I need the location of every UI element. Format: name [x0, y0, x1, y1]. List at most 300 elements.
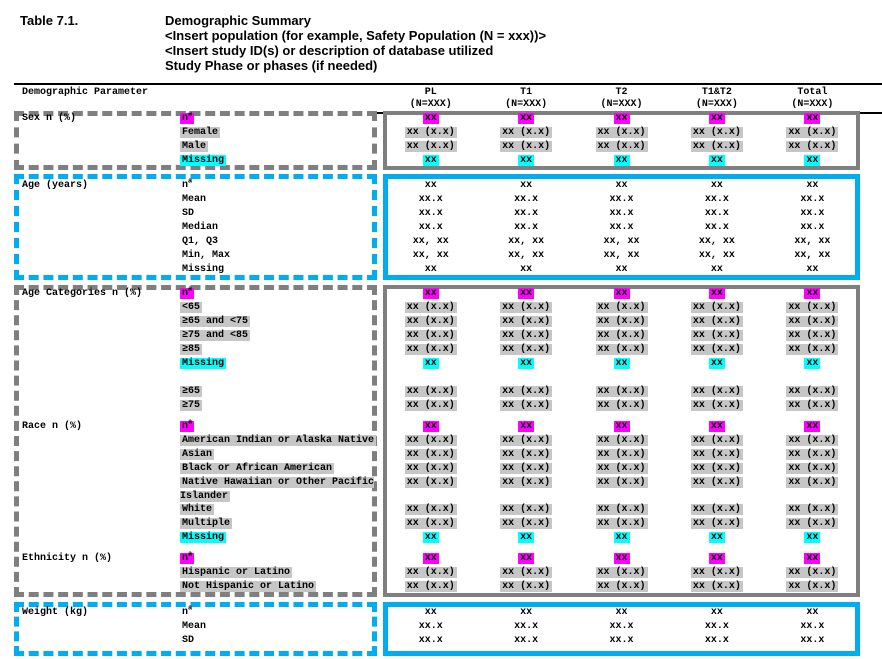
value-cell	[574, 448, 669, 462]
data-values	[383, 179, 860, 193]
cell-value: xx (x.x)	[788, 141, 837, 152]
cell-value: xx	[806, 288, 819, 299]
value-cell	[574, 462, 669, 476]
cell-value: xx (x.x)	[692, 344, 741, 355]
value-cell	[478, 263, 573, 277]
value-cell	[669, 126, 764, 140]
cell-value: xx	[424, 607, 437, 618]
table-number: Table 7.1.	[20, 13, 79, 28]
value-cell	[383, 517, 478, 531]
row-label: Mean	[182, 621, 207, 632]
cell-value: xx (x.x)	[597, 567, 646, 578]
cell-value: xx (x.x)	[692, 435, 741, 446]
cell-value: xx	[520, 264, 533, 275]
cell-value: xx	[520, 358, 533, 369]
cell-value: xx.x	[704, 621, 729, 632]
cell-value: xx.x	[418, 635, 443, 646]
footnote-marker: a	[188, 110, 193, 119]
row-label: <65	[182, 302, 201, 313]
value-cell	[669, 140, 764, 154]
table-row	[14, 385, 860, 399]
value-cell	[669, 385, 764, 399]
cell-value: xx (x.x)	[502, 463, 551, 474]
data-values	[383, 552, 860, 566]
value-cell	[765, 476, 860, 490]
value-cell	[478, 566, 573, 580]
section-label: Age Categories n (%)	[22, 288, 143, 299]
value-cell	[383, 531, 478, 545]
section-label: Sex n (%)	[22, 113, 77, 124]
cell-value: xx.x	[704, 222, 729, 233]
cell-value: xx (x.x)	[788, 449, 837, 460]
cell-value: xx (x.x)	[406, 477, 455, 488]
value-cell	[574, 476, 669, 490]
row-label: $n^a$	[182, 177, 193, 191]
section-label: Ethnicity n (%)	[22, 553, 113, 564]
cell-value: xx	[710, 532, 723, 543]
cell-value: xx (x.x)	[692, 567, 741, 578]
table-title-block	[20, 13, 546, 73]
cell-value: xx (x.x)	[788, 567, 837, 578]
value-cell	[478, 140, 573, 154]
cell-value: xx (x.x)	[597, 581, 646, 592]
cell-value: xx, xx	[412, 250, 449, 261]
table-row	[14, 566, 860, 580]
row-label-cell	[180, 476, 377, 503]
table-row	[14, 179, 860, 193]
row-label-cell	[180, 235, 377, 249]
cell-value: xx (x.x)	[597, 141, 646, 152]
value-cell	[478, 420, 573, 434]
cell-value: xx (x.x)	[597, 302, 646, 313]
value-cell	[765, 207, 860, 221]
value-cell	[669, 315, 764, 329]
cell-value: xx (x.x)	[788, 386, 837, 397]
value-cell	[383, 634, 478, 648]
table-row	[14, 112, 860, 126]
cell-value: xx (x.x)	[502, 386, 551, 397]
cell-value: xx (x.x)	[597, 127, 646, 138]
table-row	[14, 552, 860, 566]
cell-value: xx (x.x)	[406, 504, 455, 515]
value-cell	[478, 434, 573, 448]
value-cell	[765, 140, 860, 154]
value-cell	[574, 329, 669, 343]
cell-value: xx.x	[418, 194, 443, 205]
value-cell	[574, 399, 669, 413]
value-cell	[383, 606, 478, 620]
value-cell	[669, 263, 764, 277]
cell-value: xx (x.x)	[788, 330, 837, 341]
value-cell	[383, 140, 478, 154]
cell-value: xx (x.x)	[406, 400, 455, 411]
value-cell	[478, 476, 573, 490]
row-label-cell	[180, 263, 377, 277]
table-section-ethnicity-n	[14, 552, 860, 594]
cell-value: xx (x.x)	[597, 330, 646, 341]
value-cell	[765, 193, 860, 207]
section-label: Race n (%)	[22, 421, 83, 432]
data-values	[383, 263, 860, 277]
value-cell	[669, 620, 764, 634]
cell-value: xx	[520, 155, 533, 166]
cell-value: xx.x	[800, 194, 825, 205]
cell-value: xx, xx	[508, 236, 545, 247]
value-cell	[765, 301, 860, 315]
cell-value: xx (x.x)	[692, 463, 741, 474]
cell-value: xx (x.x)	[406, 581, 455, 592]
row-label: Female	[182, 127, 219, 138]
value-cell	[765, 221, 860, 235]
row-label: White	[182, 504, 213, 515]
cell-value: xx.x	[514, 208, 539, 219]
section-rows	[14, 111, 860, 168]
value-cell	[383, 580, 478, 594]
value-cell	[478, 301, 573, 315]
row-label: Asian	[182, 449, 213, 460]
value-cell	[383, 434, 478, 448]
table-title-line: <Insert population (for example, Safety Population (N = xxx))>	[165, 28, 547, 43]
cell-value: xx (x.x)	[502, 581, 551, 592]
cell-value: xx	[520, 288, 533, 299]
cell-value: xx (x.x)	[502, 504, 551, 515]
cell-value: xx.x	[704, 635, 729, 646]
cell-value: xx	[806, 421, 819, 432]
column-label: T1	[520, 87, 533, 98]
data-values	[383, 531, 860, 545]
value-cell	[574, 566, 669, 580]
cell-value: xx, xx	[794, 236, 831, 247]
cell-value: xx	[424, 113, 437, 124]
cell-value: xx (x.x)	[597, 316, 646, 327]
cell-value: xx (x.x)	[692, 127, 741, 138]
section-group-4	[14, 602, 860, 656]
data-values	[383, 154, 860, 168]
value-cell	[478, 620, 573, 634]
cell-value: xx (x.x)	[788, 463, 837, 474]
value-cell	[383, 221, 478, 235]
value-cell	[669, 193, 764, 207]
row-label-cell	[180, 357, 377, 371]
table-row	[14, 343, 860, 357]
row-label-cell	[180, 343, 377, 357]
value-cell	[574, 221, 669, 235]
cell-value: xx, xx	[698, 250, 735, 261]
section-group-2	[14, 174, 860, 280]
cell-value: xx	[806, 180, 819, 191]
value-cell	[669, 531, 764, 545]
data-values	[383, 620, 860, 634]
row-label-cell	[180, 606, 377, 620]
row-label-cell	[180, 503, 377, 517]
value-cell	[669, 580, 764, 594]
cell-value: xx (x.x)	[692, 316, 741, 327]
table-row	[14, 249, 860, 263]
value-cell	[765, 517, 860, 531]
table-row	[14, 620, 860, 634]
table-row	[14, 462, 860, 476]
row-label-cell	[180, 207, 377, 221]
cell-value: xx.x	[514, 621, 539, 632]
data-values	[383, 580, 860, 594]
data-values	[383, 126, 860, 140]
cell-value: xx (x.x)	[788, 477, 837, 488]
value-cell	[478, 531, 573, 545]
value-cell	[669, 357, 764, 371]
data-values	[383, 112, 860, 126]
value-cell	[574, 420, 669, 434]
row-label: ≥65	[182, 386, 201, 397]
value-cell	[765, 154, 860, 168]
value-cell	[765, 179, 860, 193]
data-values	[383, 634, 860, 648]
cell-value: xx.x	[800, 222, 825, 233]
cell-value: xx	[615, 264, 628, 275]
column-header-pl	[383, 87, 478, 111]
cell-value: xx (x.x)	[406, 386, 455, 397]
table-row	[14, 606, 860, 620]
row-label: ≥65 and <75	[182, 316, 249, 327]
value-cell	[574, 235, 669, 249]
value-cell	[574, 249, 669, 263]
value-cell	[383, 315, 478, 329]
cell-value: xx	[710, 553, 723, 564]
cell-value: xx.x	[418, 208, 443, 219]
value-cell	[574, 112, 669, 126]
data-values	[383, 301, 860, 315]
value-cell	[765, 434, 860, 448]
value-cell	[478, 329, 573, 343]
data-values	[383, 329, 860, 343]
cell-value: xx	[424, 532, 437, 543]
data-values	[383, 235, 860, 249]
data-values	[383, 420, 860, 434]
value-cell	[383, 385, 478, 399]
value-cell	[478, 634, 573, 648]
cell-value: xx (x.x)	[788, 400, 837, 411]
row-label: $n^a$	[182, 285, 193, 299]
value-cell	[669, 329, 764, 343]
cell-value: xx	[615, 421, 628, 432]
section-rows	[14, 602, 860, 648]
cell-value: xx (x.x)	[692, 400, 741, 411]
column-n-subheader: (N=XXX)	[409, 99, 452, 110]
data-values	[383, 287, 860, 301]
row-label-cell	[180, 634, 377, 648]
value-cell	[383, 503, 478, 517]
cell-value: xx	[424, 155, 437, 166]
value-cell	[383, 249, 478, 263]
cell-value: xx, xx	[412, 236, 449, 247]
row-label-cell	[180, 179, 377, 193]
row-label-cell	[180, 434, 377, 448]
value-cell	[765, 263, 860, 277]
cell-value: xx (x.x)	[788, 504, 837, 515]
value-cell	[574, 580, 669, 594]
value-cell	[383, 462, 478, 476]
row-label: Multiple	[182, 518, 231, 529]
treatment-column-headers	[383, 87, 860, 111]
cell-value: xx	[615, 155, 628, 166]
row-label-cell	[180, 552, 377, 566]
value-cell	[478, 315, 573, 329]
cell-value: xx (x.x)	[692, 141, 741, 152]
cell-value: xx (x.x)	[597, 518, 646, 529]
value-cell	[765, 462, 860, 476]
value-cell	[765, 552, 860, 566]
data-values	[383, 476, 860, 490]
cell-value: xx (x.x)	[406, 463, 455, 474]
value-cell	[574, 207, 669, 221]
value-cell	[669, 552, 764, 566]
cell-value: xx.x	[800, 621, 825, 632]
value-cell	[574, 606, 669, 620]
table-section-sex-n	[14, 112, 860, 168]
value-cell	[574, 385, 669, 399]
value-cell	[669, 420, 764, 434]
cell-value: xx (x.x)	[692, 302, 741, 313]
cell-value: xx (x.x)	[502, 302, 551, 313]
table-row	[14, 531, 860, 545]
footnote-marker: a	[188, 418, 193, 427]
value-cell	[765, 329, 860, 343]
cell-value: xx.x	[609, 621, 634, 632]
cell-value: xx, xx	[603, 250, 640, 261]
row-label-cell	[180, 566, 377, 580]
value-cell	[383, 476, 478, 490]
row-label-cell	[180, 462, 377, 476]
table-section-age-categories-n	[14, 287, 860, 413]
value-cell	[383, 193, 478, 207]
value-cell	[478, 112, 573, 126]
cell-value: xx (x.x)	[406, 302, 455, 313]
value-cell	[669, 343, 764, 357]
section-label: Age (years)	[22, 180, 89, 191]
value-cell	[574, 179, 669, 193]
table-row	[14, 399, 860, 413]
value-cell	[383, 263, 478, 277]
cell-value: xx	[615, 288, 628, 299]
value-cell	[383, 566, 478, 580]
cell-value: xx	[520, 113, 533, 124]
value-cell	[765, 620, 860, 634]
value-cell	[574, 154, 669, 168]
cell-value: xx (x.x)	[788, 344, 837, 355]
row-label: $n^a$	[182, 110, 193, 124]
value-cell	[478, 503, 573, 517]
value-cell	[669, 235, 764, 249]
cell-value: xx.x	[609, 635, 634, 646]
value-cell	[478, 126, 573, 140]
table-row	[14, 315, 860, 329]
value-cell	[478, 154, 573, 168]
value-cell	[669, 462, 764, 476]
cell-value: xx (x.x)	[788, 316, 837, 327]
value-cell	[478, 517, 573, 531]
table-row	[14, 448, 860, 462]
row-label: Black or African American	[182, 463, 333, 474]
row-label: Not Hispanic or Latino	[182, 581, 315, 592]
footnote-marker: a	[188, 177, 193, 186]
column-header-t1-t2	[669, 87, 764, 111]
value-cell	[574, 620, 669, 634]
data-values	[383, 503, 860, 517]
value-cell	[574, 301, 669, 315]
row-label-cell	[180, 580, 377, 594]
cell-value: xx (x.x)	[692, 330, 741, 341]
value-cell	[478, 221, 573, 235]
cell-value: xx	[710, 421, 723, 432]
data-values	[383, 448, 860, 462]
cell-value: xx (x.x)	[406, 141, 455, 152]
value-cell	[478, 179, 573, 193]
row-label: SD	[182, 635, 195, 646]
value-cell	[383, 301, 478, 315]
value-cell	[383, 448, 478, 462]
value-cell	[383, 207, 478, 221]
cell-value: xx (x.x)	[502, 141, 551, 152]
data-values	[383, 566, 860, 580]
data-values	[383, 343, 860, 357]
value-cell	[669, 634, 764, 648]
data-values	[383, 249, 860, 263]
cell-value: xx (x.x)	[406, 449, 455, 460]
row-label-cell	[180, 112, 377, 126]
value-cell	[669, 434, 764, 448]
value-cell	[383, 112, 478, 126]
value-cell	[765, 315, 860, 329]
row-label: American Indian or Alaska Native	[182, 435, 375, 446]
cell-value: xx	[710, 358, 723, 369]
cell-value: xx (x.x)	[406, 567, 455, 578]
row-label: Missing	[182, 532, 225, 543]
cell-value: xx	[806, 113, 819, 124]
data-values	[383, 193, 860, 207]
value-cell	[478, 552, 573, 566]
row-label-cell	[180, 385, 377, 399]
cell-value: xx	[710, 264, 723, 275]
value-cell	[383, 235, 478, 249]
cell-value: xx (x.x)	[597, 400, 646, 411]
table-row	[14, 235, 860, 249]
value-cell	[765, 343, 860, 357]
column-header-t2	[574, 87, 669, 111]
row-label: Q1, Q3	[182, 236, 219, 247]
value-cell	[478, 235, 573, 249]
cell-value: xx (x.x)	[597, 435, 646, 446]
value-cell	[478, 385, 573, 399]
value-cell	[669, 207, 764, 221]
cell-value: xx (x.x)	[406, 316, 455, 327]
row-label-cell	[180, 126, 377, 140]
cell-value: xx (x.x)	[502, 330, 551, 341]
value-cell	[478, 287, 573, 301]
row-label-cell	[180, 193, 377, 207]
value-cell	[574, 357, 669, 371]
table-section-age-years	[14, 179, 860, 277]
cell-value: xx.x	[800, 635, 825, 646]
value-cell	[478, 580, 573, 594]
section-label-cell	[14, 179, 180, 193]
cell-value: xx	[520, 180, 533, 191]
value-cell	[765, 580, 860, 594]
cell-value: xx (x.x)	[406, 127, 455, 138]
row-label: Native Hawaiian or Other Pacific Islander	[180, 477, 375, 502]
row-label: ≥85	[182, 344, 201, 355]
section-label-cell	[14, 420, 180, 434]
cell-value: xx	[806, 553, 819, 564]
data-values	[383, 315, 860, 329]
